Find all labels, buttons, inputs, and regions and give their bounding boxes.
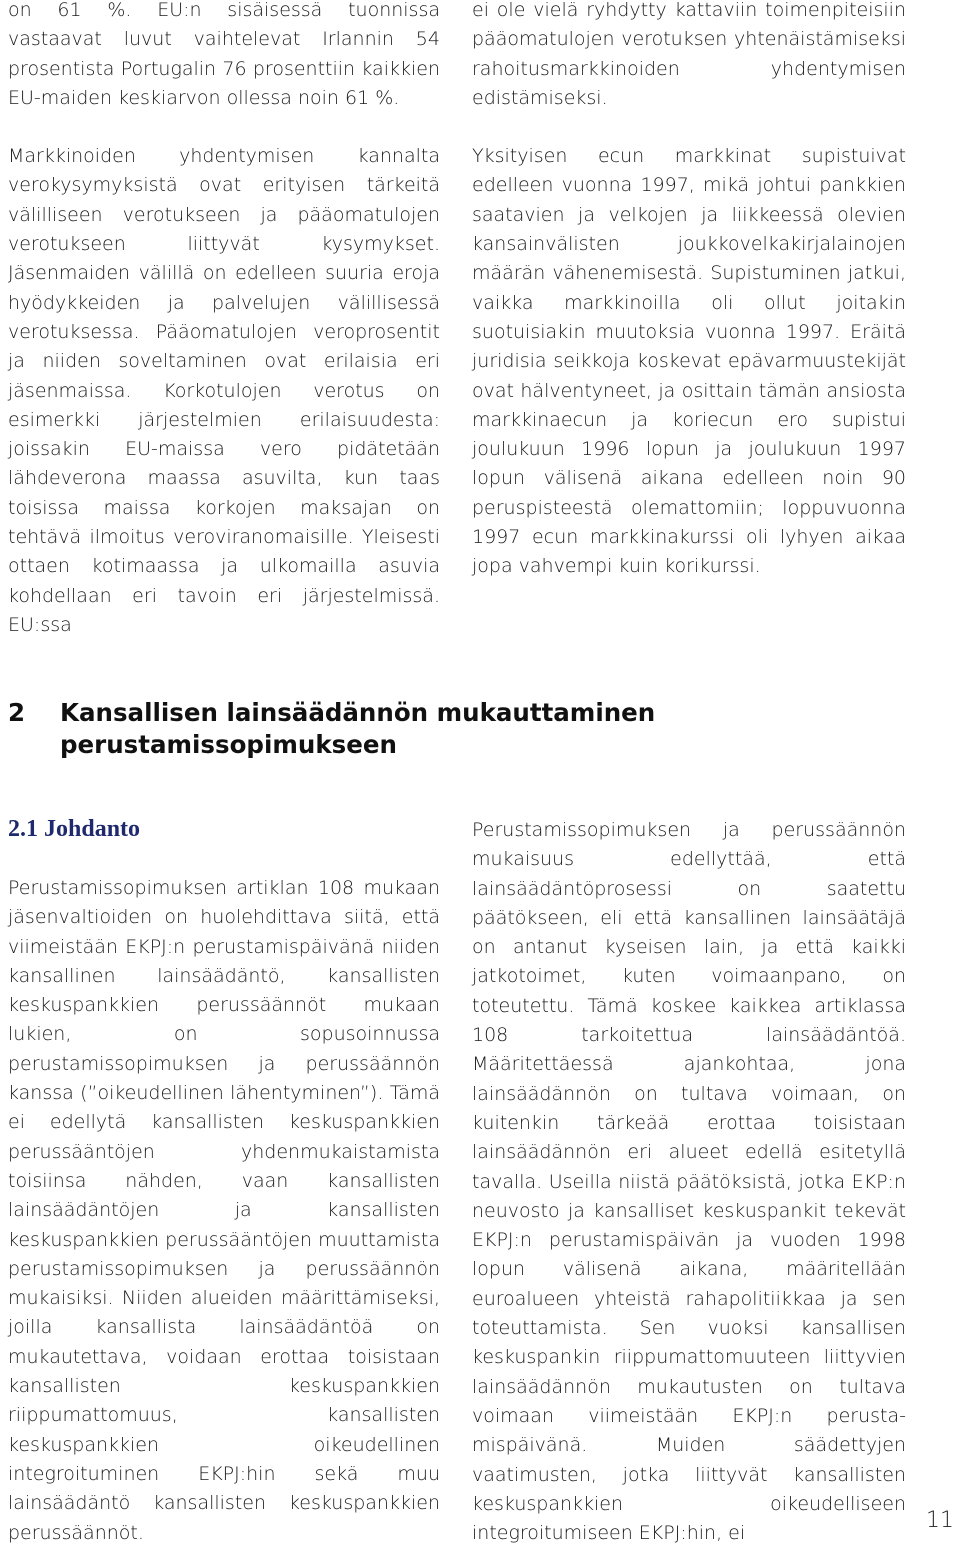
subsection-heading: 2.1 Johdanto (8, 816, 141, 842)
column-bottom-left (8, 874, 440, 1548)
column-top-right (472, 0, 906, 582)
section-heading (8, 697, 908, 761)
section-number: 2 (8, 698, 26, 727)
paragraph: Yksityisen ecun markkinat supistuivat edelleen vuonna 1997, mikä johtui pankkien saatavien ja velkojen ja liikkeessä olevien kansainvälisten joukkovelkakirjalainojen määrän vähenemisestä. Supistuminen jatkui, vaikka markkinoilla oli ollut joitakin suotuisiakin muutoksia vuonna 1997. Eräitä juridisia seikkoja koskevat epävarmuustekijät ovat hälventyneet, ja osittain tämän ansiosta markkinaecun ja koriecun ero supistui joulukuun 1996 lopun ja joulukuun 1997 lopun välisenä aikana edelleen noin 90 peruspisteestä olemattomiin; loppuvuonna 1997 ecun markkinakurssi oli lyhyen aikaa jopa vahvempi kuin korikurssi. (472, 145, 906, 578)
paragraph: Perustamissopimuksen artiklan 108 mukaan jäsenvaltioiden on huolehdittava siitä, että viimeistään EKPJ:n perustamispäivänä niiden kansallinen lainsäädäntö, kansallisten keskuspankkien perussäännöt mukaan lukien, on sopusoinnussa perustamissopimuksen ja perussäännön kanssa (”oikeudellinen lähentyminen”). Tämä ei edellytä kansallisten keskuspankkien perussääntöjen yhdenmukaistamista toisiinsa nähden, vaan kansallisten lainsäädäntöjen ja kansallisten keskuspankkien perussääntöjen muuttamista perustamissopimuksen ja perussäännön mukaisiksi. Niiden alueiden määrittämiseksi, joilla kansallista lainsäädäntöä on mukautettava, voidaan erottaa toisistaan kansallisten keskuspankkien riippumattomuus, kansallisten keskuspankkien oikeudellinen integroituminen EKPJ:hin sekä muu lainsäädäntö kansallisten keskuspankkien perussäännöt. (8, 877, 440, 1544)
column-top-left (8, 0, 440, 640)
column-bottom-right (472, 816, 906, 1548)
paragraph: Perustamissopimuksen ja perussäännön mukaisuus edellyttää, että lainsäädäntöprosessi on saatettu päätökseen, eli että kansallinen lainsäätäjä on antanut kyseisen lain, ja että kaikki jatkotoimet, kuten voimaanpano, on toteutettu. Tämä koskee kaikkea artiklassa 108 tarkoitettua lainsäädäntöä. Määritettäessä ajankohtaa, jona lainsäädännön on tultava voimaan, on kuitenkin tärkeää erottaa toisistaan lainsäädännön eri alueet edellä esitetyllä tavalla. Useilla niistä päätöksistä, jotka EKP:n neuvosto ja kansalliset keskuspankit tekevät EKPJ:n perustamispäivän ja vuoden 1998 lopun välisenä aikana, määritellään euroalueen yhteistä rahapolitiikkaa ja sen toteuttamista. Sen vuoksi kansallisen keskuspankin riippumattomuuteen liittyvien lainsäädännön mukautusten on tultava voimaan viimeistään EKPJ:n perustamispäivänä. Muiden säädettyjen vaatimusten, jotka liittyvät kansallisten keskuspankkien oikeudelliseen integroitumiseen EKPJ:hin, ei (472, 819, 906, 1545)
paragraph: on 61 %. EU:n sisäisessä tuonnissa vastaavat luvut vaihtelevat Irlannin 54 prosentista Portugalin 76 prosenttiin kaikkien EU-maiden keskiarvon ollessa noin 61 %. (8, 0, 440, 109)
paragraph: Markkinoiden yhdentymisen kannalta verokysymyksistä ovat erityisen tärkeitä välilliseen verotukseen ja pääomatulojen verotukseen liittyvät kysymykset. Jäsenmaiden välillä on edelleen suuria eroja hyödykkeiden ja palvelujen välillisessä verotuksessa. Pääomatulojen veroprosentit ja niiden soveltaminen ovat erilaisia eri jäsenmaissa. Korkotulojen verotus on esimerkki järjestelmien erilaisuudesta: joissakin EU-maissa vero pidätetään lähdeverona maassa asuvilta, kun taas toisissa maissa korkojen maksajan on tehtävä ilmoitus veroviranomaisille. Yleisesti ottaen kotimaassa ja ulkomailla asuvia kohdellaan eri tavoin eri järjestelmissä. EU:ssa (8, 145, 440, 636)
paragraph: ei ole vielä ryhdytty kattaviin toimenpiteisiin pääomatulojen verotuksen yhtenäistämiseksi rahoitusmarkkinoiden yhdentymisen edistämiseksi. (472, 0, 906, 109)
section-title: Kansallisen lainsäädännön mukauttaminen perustamissopimukseen (60, 698, 656, 759)
page-number: 11 (926, 1508, 954, 1533)
